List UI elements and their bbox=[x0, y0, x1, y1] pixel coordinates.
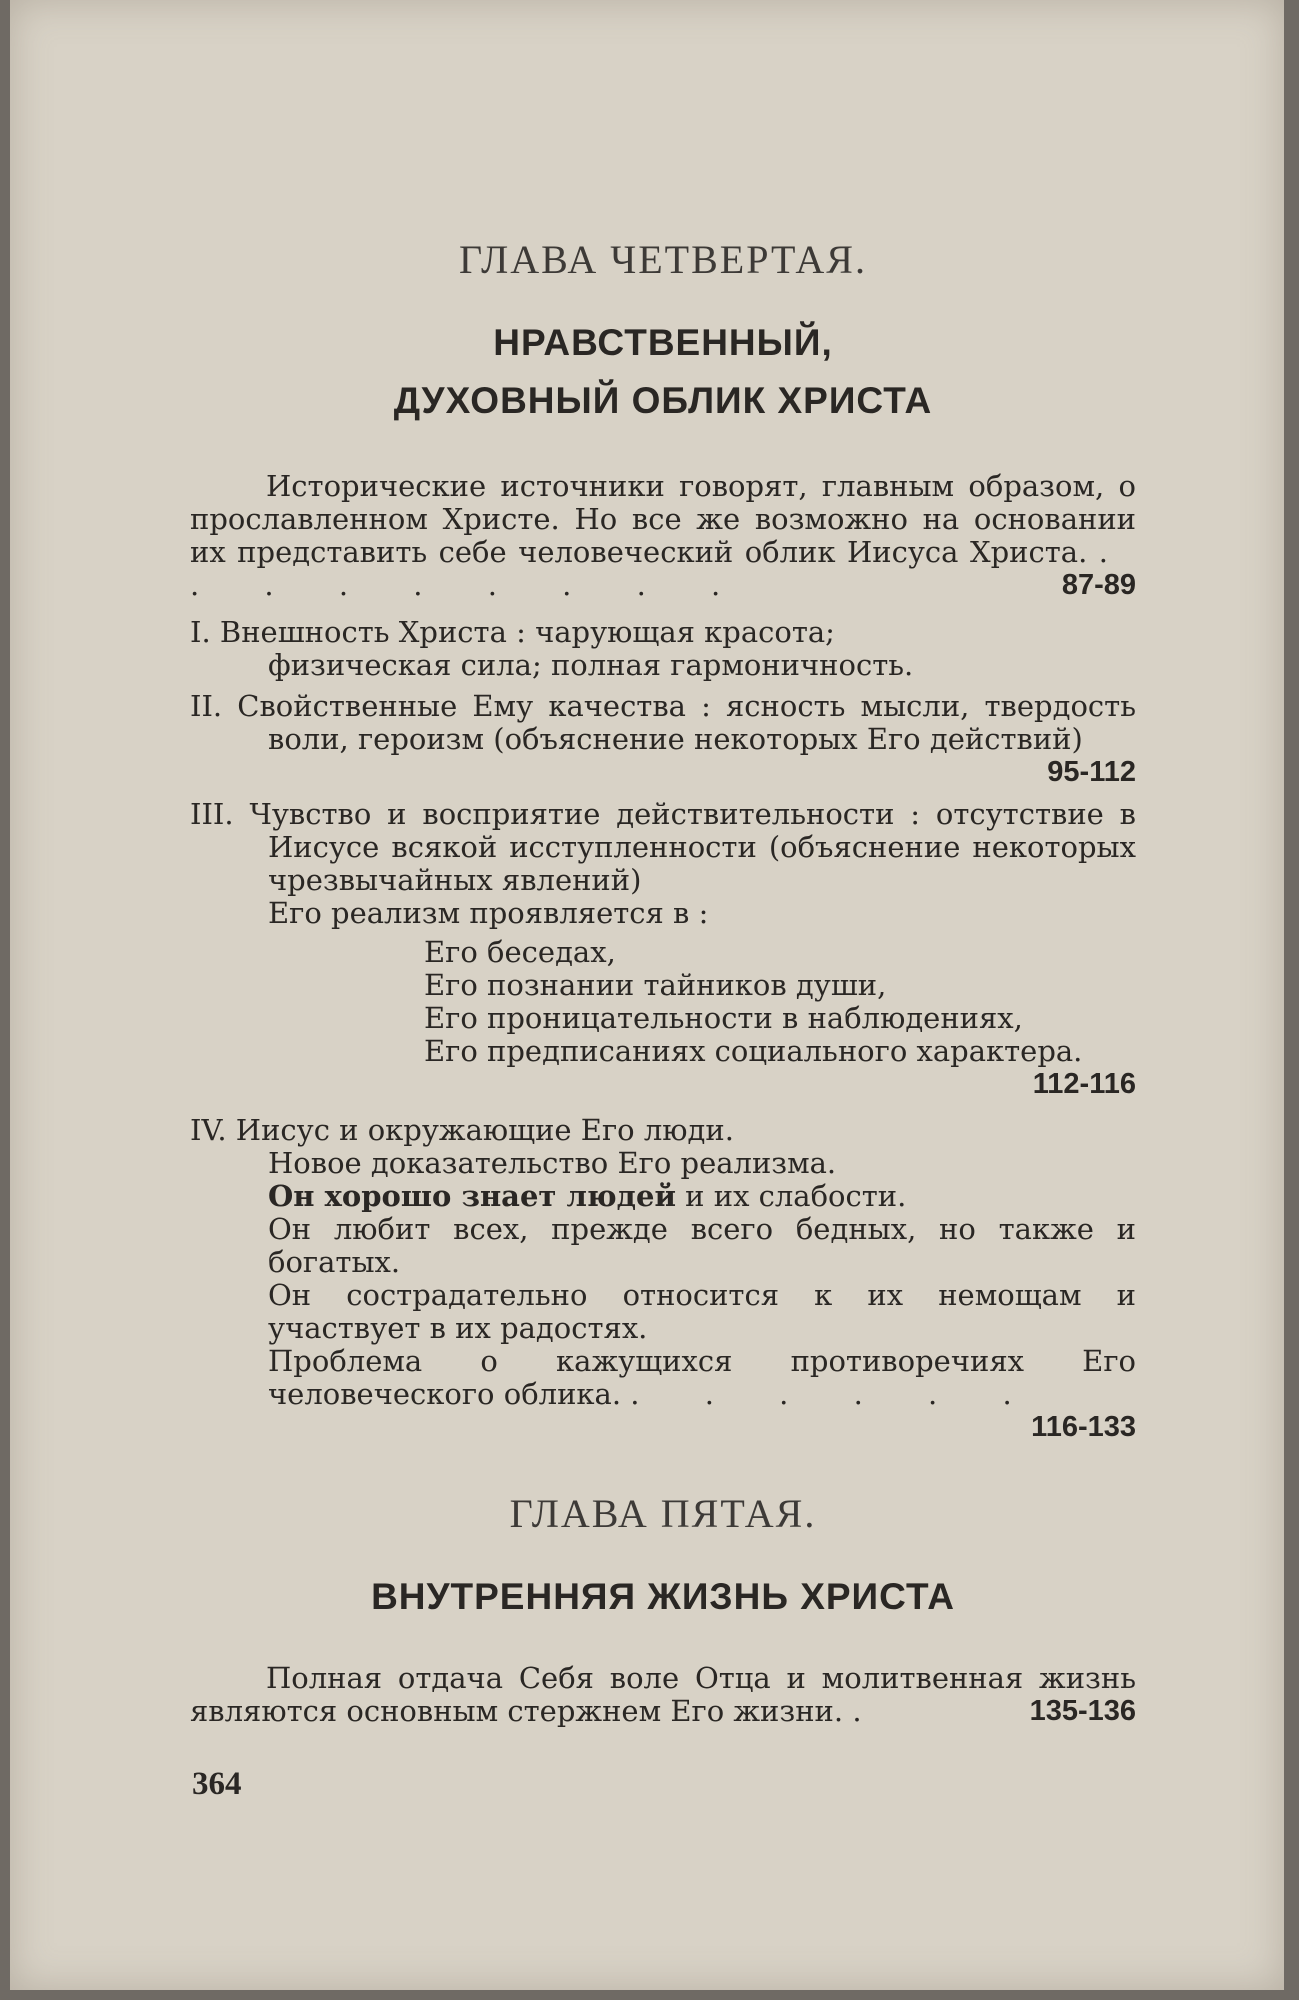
section-text-cont: физическая сила; полная гармоничность. bbox=[268, 648, 914, 682]
section-line: Новое доказательство Его реализма. bbox=[268, 1146, 837, 1180]
section-line: Он сострадательно относится к их немощам и участвует в их радостях. bbox=[268, 1278, 1136, 1345]
leader-dots: . . . . . . . . . bbox=[190, 535, 1137, 602]
chapter-heading: ГЛАВА ПЯТАЯ. bbox=[509, 1491, 817, 1536]
page-range: 95-112 bbox=[1047, 756, 1136, 788]
section-4 bbox=[190, 1114, 1136, 1444]
intro-text: Исторические источники говорят, главным образом, о прославленном Христе. Но все же возможно на основании их представить себе человеческий облик Иисуса Христа. bbox=[190, 469, 1136, 569]
list-item: Его предписаниях социального характера. bbox=[424, 1034, 1083, 1068]
page-range: 116-133 bbox=[1031, 1411, 1136, 1443]
section-text-cont: Его реализм проявляется в : bbox=[268, 896, 709, 930]
book-page bbox=[10, 0, 1284, 1990]
bold-phrase: Он хорошо знает людей bbox=[268, 1179, 676, 1213]
section-number: I. bbox=[190, 615, 211, 649]
section-line: Он любит всех, прежде всего бедных, но также и богатых. bbox=[268, 1212, 1136, 1279]
chapter-title: ВНУТРЕННЯЯ ЖИЗНЬ ХРИСТА bbox=[371, 1576, 955, 1617]
section-line: Проблема о кажущихся противоречиях Его человеческого облика. bbox=[268, 1344, 1136, 1411]
page-range: 87-89 bbox=[1061, 569, 1136, 601]
list-item: Его проницательности в наблюдениях, bbox=[424, 1001, 1023, 1035]
page-number: 364 bbox=[192, 1766, 242, 1802]
leader-dots: . . . . . . bbox=[630, 1377, 1040, 1411]
section-1 bbox=[190, 616, 1136, 682]
bold-rest: и их слабости. bbox=[675, 1179, 907, 1213]
list-item: Его беседах, bbox=[424, 935, 616, 969]
list-item: Его познании тайников души, bbox=[424, 968, 887, 1002]
intro-text: Полная отдача Себя воле Отца и молитвенная жизнь являются основным стержнем Его жизни. bbox=[190, 1661, 1136, 1728]
section-text: Иисус и окружающие Его люди. bbox=[235, 1113, 734, 1147]
section-number: III. bbox=[190, 797, 234, 831]
section-number: IV. bbox=[190, 1113, 227, 1147]
section-line-bold bbox=[190, 1180, 1136, 1213]
chapter-title-line2: ДУХОВНЫЙ ОБЛИК ХРИСТА bbox=[393, 380, 933, 421]
chapter-heading: ГЛАВА ЧЕТВЕРТАЯ. bbox=[459, 237, 867, 282]
chapter-title-line1: НРАВСТВЕННЫЙ, bbox=[493, 322, 833, 363]
section-line-last bbox=[190, 1344, 1136, 1443]
page-range: 135-136 bbox=[1029, 1695, 1136, 1727]
leader-dots: . bbox=[852, 1694, 890, 1728]
section-3 bbox=[190, 798, 1136, 1101]
page-range: 112-116 bbox=[1032, 1068, 1136, 1100]
section-text: Свойственные Ему качества : ясность мысли, твердость воли, героизм (объяснение некоторых Его действий) bbox=[237, 689, 1137, 756]
chapter-intro bbox=[190, 1662, 1136, 1728]
chapter-intro bbox=[190, 470, 1136, 602]
section-2 bbox=[190, 690, 1136, 789]
section-text: Внешность Христа : чарующая красота; bbox=[219, 615, 835, 649]
section-number: II. bbox=[190, 689, 223, 723]
section-text: Чувство и восприятие действительности : отсутствие в Иисусе всякой исступленности (объяснение некоторых чрезвычайных явлений) bbox=[249, 797, 1137, 897]
